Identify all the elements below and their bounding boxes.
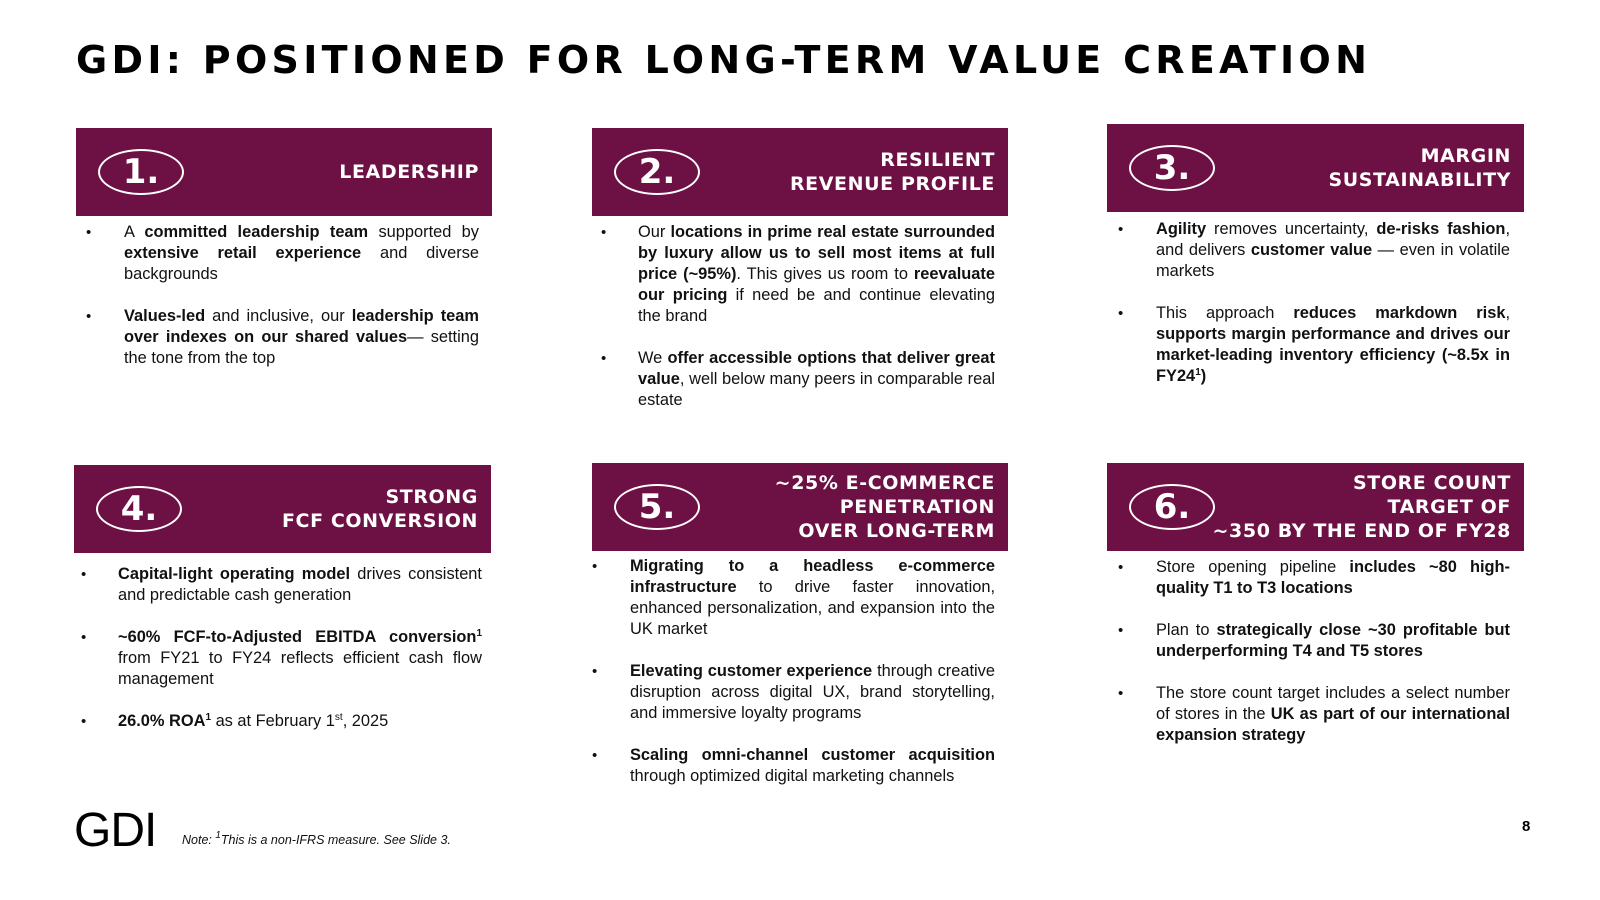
bullet-text-run: Agility	[1156, 220, 1207, 238]
footnote-prefix: Note:	[182, 833, 216, 847]
card-bullets	[1108, 557, 1510, 767]
card-heading	[1213, 471, 1511, 543]
bullet-text-run: reevaluate our pricing	[638, 265, 995, 304]
bullet-text-run: from FY21 to FY24 reflects efficient cash flow management	[118, 649, 482, 688]
card-heading-line: STORE COUNT	[1352, 472, 1511, 494]
bullet-item	[1108, 219, 1510, 282]
bullet-text-run: if need be and continue elevating the brand	[638, 286, 995, 325]
bullet-item	[76, 222, 479, 285]
bullet-text-run: customer value	[1250, 241, 1373, 259]
bullet-item	[1108, 620, 1510, 662]
card-heading-line: TARGET OF	[1387, 496, 1511, 518]
card-header-revenue	[592, 128, 1008, 216]
bullet-text-run: Values-led	[124, 307, 206, 325]
bullet-text-run: This approach	[1156, 304, 1294, 322]
card-heading-line: FCF CONVERSION	[281, 510, 478, 532]
bullet-text-run: strategically close ~30 profitable but underperforming T4 and T5 stores	[1156, 621, 1510, 660]
bullet-text-run: )	[1200, 367, 1207, 385]
card-heading	[1328, 144, 1511, 192]
bullet-item	[76, 306, 479, 369]
bullet-text-run: st	[334, 712, 343, 723]
card-bullets	[76, 564, 482, 753]
bullet-item	[582, 745, 995, 787]
bullet-item	[582, 661, 995, 724]
card-bullets	[596, 222, 995, 432]
bullet-text-run: reduces markdown risk	[1293, 304, 1506, 322]
bullet-text-run: removes uncertainty,	[1206, 220, 1377, 238]
bullet-text-run: . This gives us room to	[736, 265, 914, 283]
bullet-text-run: committed leadership team	[144, 223, 369, 241]
bullet-text-run: and diverse backgrounds	[124, 244, 480, 283]
bullet-text-run: through optimized digital marketing channels	[630, 767, 955, 785]
card-header-leadership	[76, 128, 492, 216]
bullet-item	[76, 564, 482, 606]
card-bullets	[76, 222, 479, 390]
footnote-sup: 1	[215, 830, 221, 841]
bullet-item	[596, 348, 995, 411]
card-number-badge: 3.	[1129, 145, 1215, 191]
bullet-text-run: leadership team over indexes on our shared values	[124, 307, 479, 346]
card-heading-line: ~25% E-COMMERCE	[774, 472, 995, 494]
bullet-text-run: to drive faster innovation, enhanced personalization, and expansion into the UK market	[630, 578, 995, 638]
bullet-text-run: — even in volatile markets	[1156, 241, 1510, 280]
footnote	[182, 830, 451, 847]
bullet-text-run: includes ~80 high-quality T1 to T3 locations	[1156, 558, 1511, 597]
bullet-item	[1108, 303, 1510, 387]
bullet-item	[596, 222, 995, 327]
card-heading-line: SUSTAINABILITY	[1328, 169, 1511, 191]
card-header-margin	[1107, 124, 1524, 212]
bullet-text-run: supports margin performance and drives our market-leading inventory efficiency (~8.5x in FY24	[1156, 325, 1510, 385]
card-header-store-count	[1107, 463, 1524, 551]
bullet-text-run: 26.0% ROA	[118, 712, 206, 730]
bullet-text-run: Our	[638, 223, 671, 241]
card-heading	[282, 485, 478, 533]
card-bullets	[1108, 219, 1510, 408]
slide-title: GDI: POSITIONED FOR LONG-TERM VALUE CREATION	[76, 38, 1372, 82]
card-header-ecommerce	[592, 463, 1008, 551]
bullet-text-run: as at February 1	[211, 712, 335, 730]
page-number: 8	[1522, 818, 1531, 835]
bullet-text-run: — setting the tone from the top	[124, 328, 479, 367]
bullet-item	[1108, 557, 1510, 599]
bullet-text-run: Elevating customer experience	[630, 662, 873, 680]
card-bullets	[582, 556, 995, 808]
bullet-text-run: offer accessible options that deliver great value	[638, 349, 995, 388]
footnote-text: This is a non-IFRS measure. See Slide 3.	[220, 833, 451, 847]
bullet-item	[76, 627, 482, 690]
bullet-text-run: Migrating to a headless e-commerce infrastructure	[630, 557, 995, 596]
card-heading-line: RESILIENT	[880, 149, 995, 171]
bullet-text-run: extensive retail experience	[124, 244, 362, 262]
bullet-text-run: 1	[476, 628, 482, 639]
card-heading	[339, 160, 479, 184]
card-number-badge: 1.	[98, 149, 184, 195]
card-heading	[790, 148, 995, 196]
card-number-badge: 4.	[96, 486, 182, 532]
card-heading-line: OVER LONG-TERM	[798, 520, 995, 542]
card-heading-line: LEADERSHIP	[339, 161, 479, 183]
card-number-badge: 6.	[1129, 484, 1215, 530]
bullet-text-run: Store opening pipeline	[1156, 558, 1350, 576]
bullet-text-run: Plan to	[1156, 621, 1217, 639]
card-heading-line: PENETRATION	[839, 496, 995, 518]
bullet-text-run: drives consistent and predictable cash generation	[118, 565, 482, 604]
bullet-text-run: de-risks fashion	[1376, 220, 1506, 238]
bullet-text-run: supported by	[368, 223, 479, 241]
card-number-badge: 2.	[614, 149, 700, 195]
bullet-text-run: ,	[1505, 304, 1510, 322]
bullet-text-run: 1	[1195, 367, 1201, 378]
bullet-text-run: Capital-light operating model	[118, 565, 351, 583]
bullet-item	[1108, 683, 1510, 746]
card-header-fcf	[74, 465, 491, 553]
bullet-text-run: A	[124, 223, 145, 241]
bullet-text-run: , 2025	[342, 712, 389, 730]
bullet-item	[582, 556, 995, 640]
gdi-logo: GDI	[74, 804, 157, 857]
bullet-text-run: and inclusive, our	[205, 307, 352, 325]
bullet-text-run: We	[638, 349, 668, 367]
bullet-text-run: locations in prime real estate surrounded by luxury allow us to sell most items at full price (~95%)	[638, 223, 995, 283]
bullet-text-run: The store count target includes a select number of stores in the	[1156, 684, 1510, 723]
bullet-text-run: , well below many peers in comparable real estate	[638, 370, 995, 409]
bullet-text-run: UK as part of our international expansion strategy	[1156, 705, 1510, 744]
bullet-text-run: 1	[205, 712, 212, 723]
card-number-badge: 5.	[614, 484, 700, 530]
card-heading-line: REVENUE PROFILE	[789, 173, 995, 195]
card-heading-line: MARGIN	[1420, 145, 1511, 167]
bullet-text-run: Scaling omni-channel customer acquisition	[630, 746, 995, 764]
card-heading-line: ~350 BY THE END OF FY28	[1212, 520, 1511, 542]
bullet-text-run: , and delivers	[1156, 220, 1510, 259]
card-heading-line: STRONG	[385, 486, 478, 508]
bullet-text-run: through creative disruption across digital UX, brand storytelling, and immersive loyalty programs	[630, 662, 995, 722]
card-heading	[775, 471, 995, 543]
bullet-item	[76, 711, 482, 732]
bullet-text-run: ~60% FCF-to-Adjusted EBITDA conversion	[118, 628, 477, 646]
